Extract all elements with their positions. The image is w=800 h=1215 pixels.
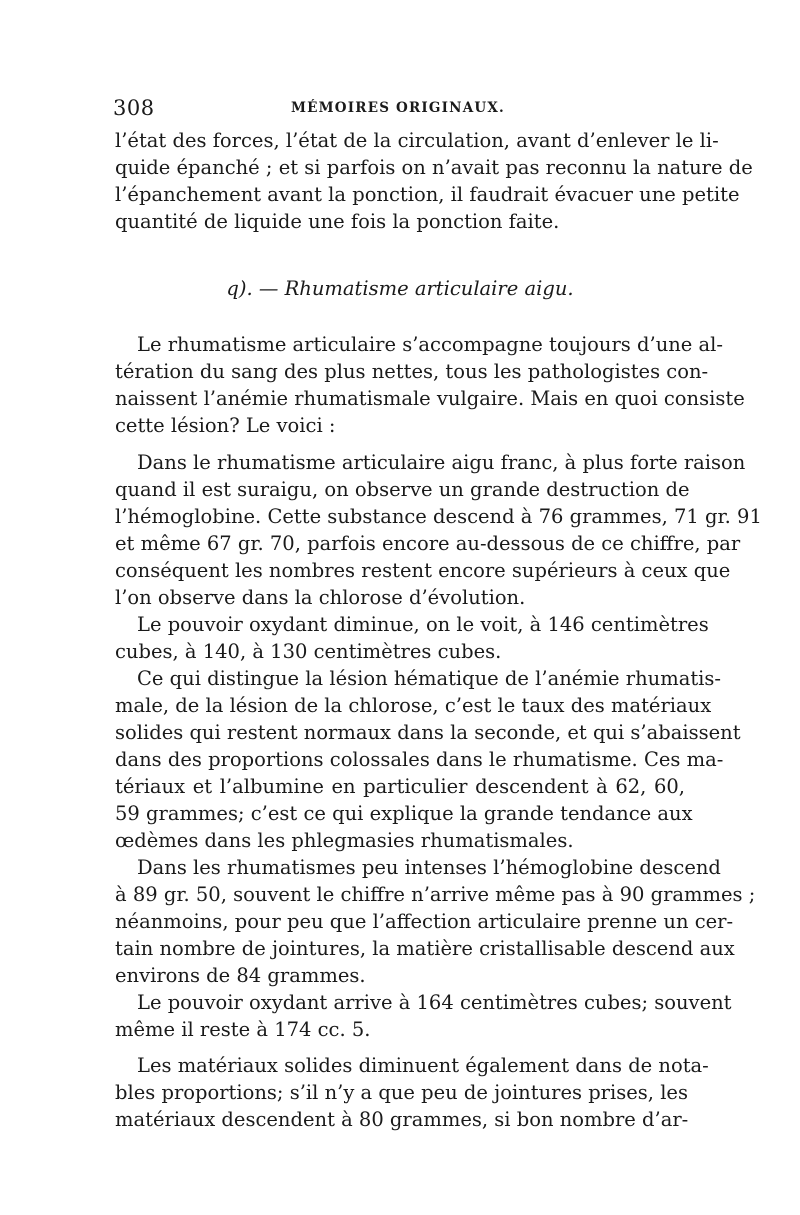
text-line: dans des proportions colossales dans le rhumatisme. Ces ma- <box>115 748 724 771</box>
text-line: œdèmes dans les phlegmasies rhumatismales. <box>115 829 574 852</box>
text-line: Dans le rhumatisme articulaire aigu franc, à plus forte raison <box>137 451 746 474</box>
text-line: l’on observe dans la chlorose d’évolution. <box>115 586 526 609</box>
text-line: l’épanchement avant la ponction, il faudrait évacuer une petite <box>115 183 740 206</box>
text-line: Le pouvoir oxydant arrive à 164 centimètres cubes; souvent <box>137 991 732 1014</box>
text-line: male, de la lésion de la chlorose, c’est le taux des matériaux <box>115 694 712 717</box>
text-line: Dans les rhumatismes peu intenses l’hémoglobine descend <box>137 856 721 879</box>
text-line: solides qui restent normaux dans la seconde, et qui s’abaissent <box>115 721 741 744</box>
text-line: Les matériaux solides diminuent également dans de nota- <box>137 1054 709 1077</box>
text-line: quide épanché ; et si parfois on n’avait pas reconnu la nature de <box>115 156 753 179</box>
text-line: quantité de liquide une fois la ponction faite. <box>115 210 560 233</box>
text-line: quand il est suraigu, on observe un grande destruction de <box>115 478 690 501</box>
paragraph-continuation <box>115 127 753 235</box>
running-title: MÉMOIRES ORIGINAUX. <box>291 100 505 116</box>
running-head <box>113 96 683 124</box>
text-line: conséquent les nombres restent encore supérieurs à ceux que <box>115 559 731 582</box>
text-line: à 89 gr. 50, souvent le chiffre n’arrive même pas à 90 grammes ; <box>115 883 756 906</box>
text-line: néanmoins, pour peu que l’affection articulaire prenne un cer- <box>115 910 734 933</box>
text-line: matériaux descendent à 80 grammes, si bon nombre d’ar- <box>115 1108 689 1131</box>
text-line: l’hémoglobine. Cette substance descend à 76 grammes, 71 gr. 91 <box>115 505 762 528</box>
text-line: l’état des forces, l’état de la circulation, avant d’enlever le li- <box>115 129 719 152</box>
text-line: tain nombre de jointures, la matière cristallisable descend aux <box>115 937 735 960</box>
text-line: tération du sang des plus nettes, tous les pathologistes con- <box>115 360 709 383</box>
text-line: tériaux et l’albumine en particulier descendent à 62, 60, <box>115 775 685 798</box>
text-line: environs de 84 grammes. <box>115 964 366 987</box>
text-line: Ce qui distingue la lésion hématique de l’anémie rhumatis- <box>137 667 721 690</box>
page-number: 308 <box>113 96 155 120</box>
text-line: bles proportions; s’il n’y a que peu de jointures prises, les <box>115 1081 688 1104</box>
paragraph-main <box>115 449 762 1043</box>
text-line: cubes, à 140, à 130 centimètres cubes. <box>115 640 502 663</box>
text-line: Le rhumatisme articulaire s’accompagne toujours d’une al- <box>137 333 723 356</box>
text-line: et même 67 gr. 70, parfois encore au-dessous de ce chiffre, par <box>115 532 741 555</box>
section-heading: q). — Rhumatisme articulaire aigu. <box>226 277 574 300</box>
text-line: 59 grammes; c’est ce qui explique la grande tendance aux <box>115 802 693 825</box>
text-line: naissent l’anémie rhumatismale vulgaire. Mais en quoi consiste <box>115 387 745 410</box>
paragraph-final <box>115 1052 709 1133</box>
text-line: Le pouvoir oxydant diminue, on le voit, à 146 centimètres <box>137 613 709 636</box>
text-line: cette lésion? Le voici : <box>115 414 336 437</box>
paragraph-intro <box>115 331 745 439</box>
text-line: même il reste à 174 cc. 5. <box>115 1018 371 1041</box>
